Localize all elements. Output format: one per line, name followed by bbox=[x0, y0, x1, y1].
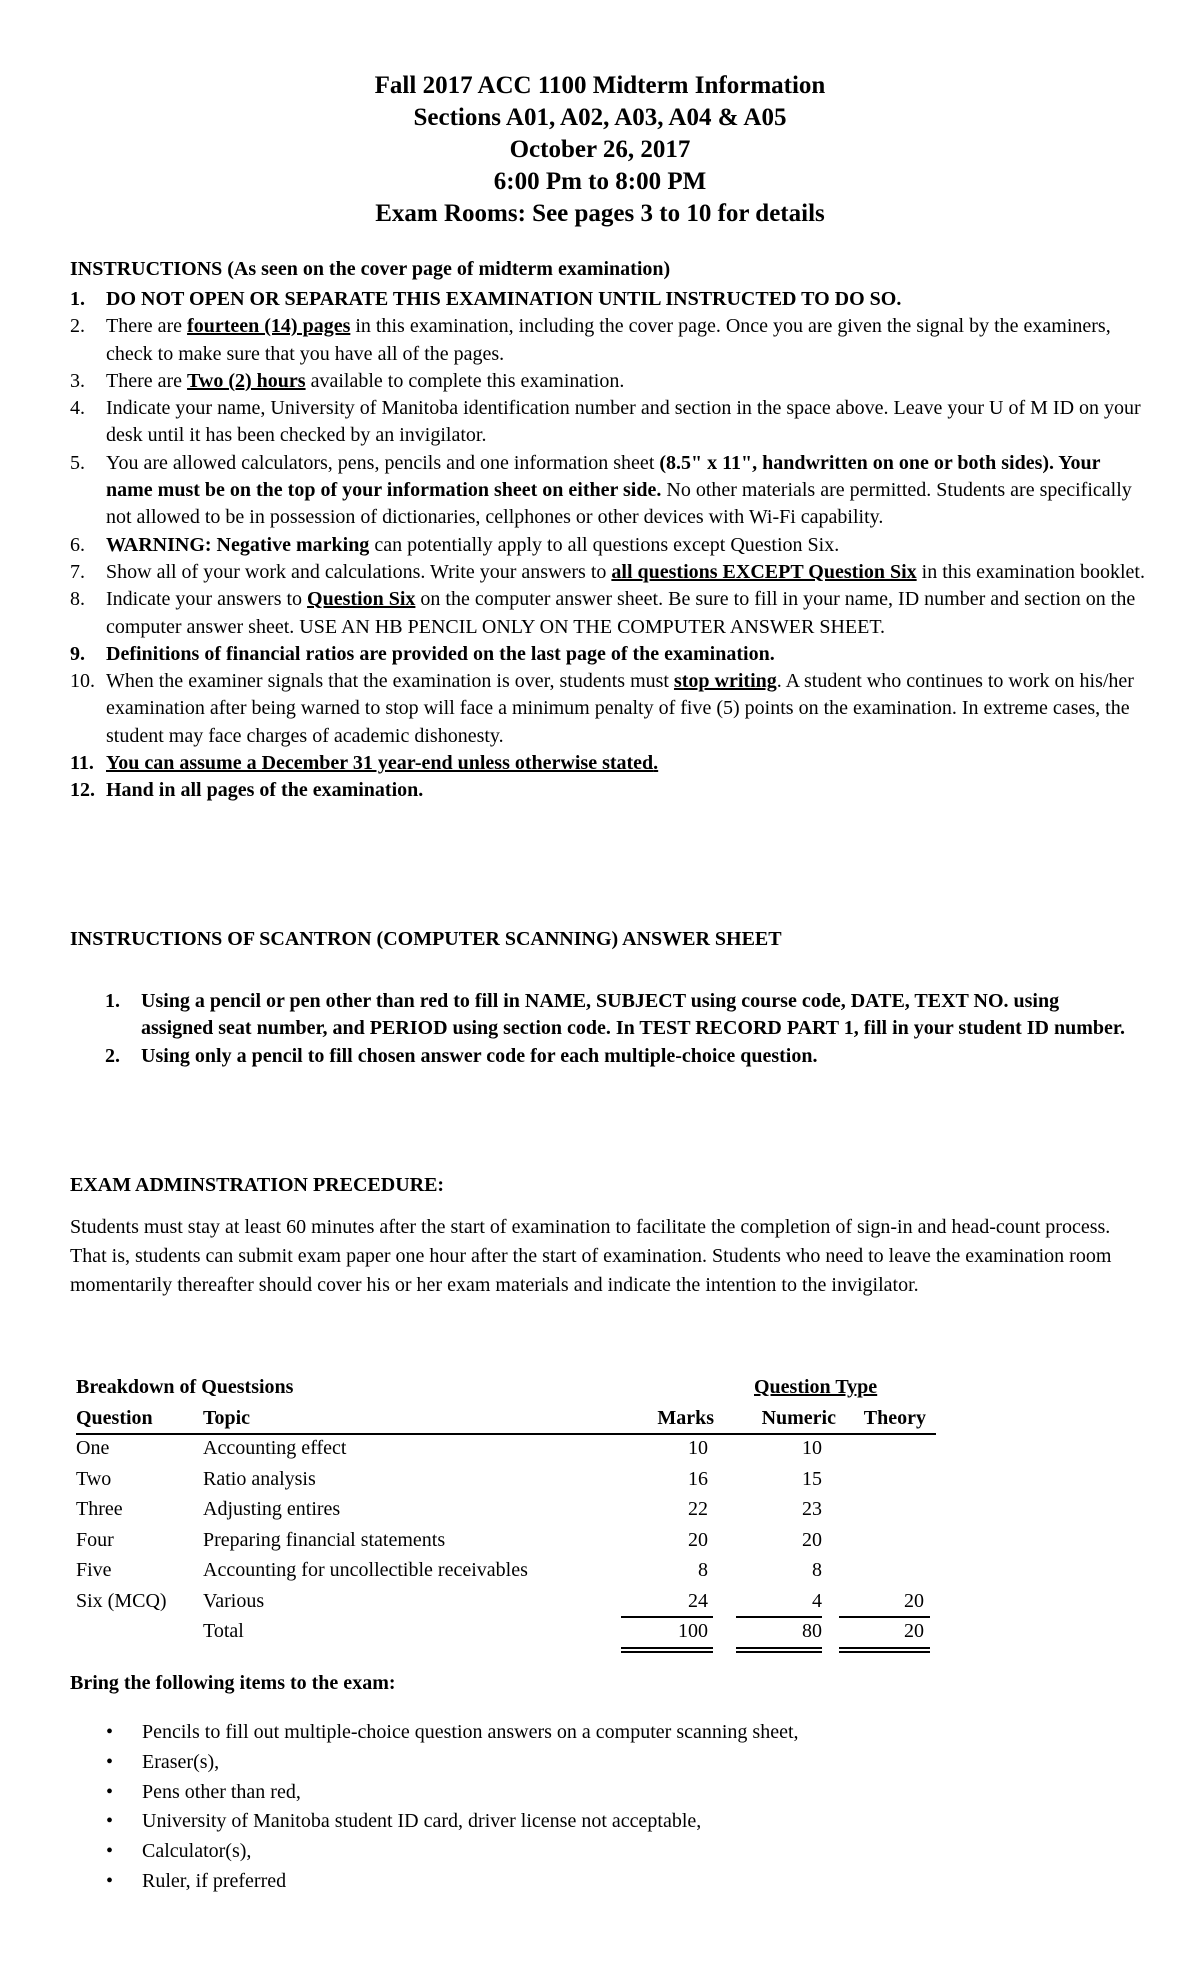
bullet-icon: • bbox=[106, 1750, 114, 1773]
instruction-item: 5. You are allowed calculators, pens, pencils and one information sheet (8.5" x 11", handwritten on one or both sides). Your name must be on the top of your information sheet on either side. No other materials are permitted. Students are specifically not allowed to be in possession of dictionaries, cellphones or other devices with Wi-Fi capability. bbox=[70, 451, 1132, 529]
scantron-list bbox=[105, 988, 1135, 1070]
instruction-item: 9. Definitions of financial ratios are provided on the last page of the examination. bbox=[70, 642, 775, 665]
table-row: Two Ratio analysis 16 15 bbox=[76, 1467, 822, 1490]
header-sections: Sections A01, A02, A03, A04 & A05 bbox=[413, 104, 787, 131]
header-time: 6:00 Pm to 8:00 PM bbox=[493, 168, 707, 195]
bullet-icon: • bbox=[106, 1721, 114, 1743]
list-item: • Eraser(s), bbox=[106, 1748, 1106, 1778]
instructions-list bbox=[70, 286, 1145, 805]
list-item: • University of Manitoba student ID card, driver license not acceptable, bbox=[106, 1807, 1106, 1837]
table-header-row bbox=[76, 1403, 936, 1434]
double-rule-theory-2 bbox=[839, 1651, 930, 1653]
table-row: Six (MCQ) Various 24 4 20 bbox=[76, 1589, 924, 1612]
bullet-icon: • bbox=[106, 1780, 114, 1803]
list-item: • Pens other than red, bbox=[106, 1778, 1106, 1808]
instruction-item: 12. Hand in all pages of the examination. bbox=[70, 779, 424, 802]
bring-items-list bbox=[106, 1718, 1106, 1897]
instruction-item: 7. Show all of your work and calculations. Write your answers to all questions EXCEPT Question Six in this examination booklet. bbox=[70, 560, 1145, 583]
bring-items-heading: Bring the following items to the exam: bbox=[70, 1672, 396, 1694]
page-header bbox=[0, 70, 1200, 230]
double-rule-marks-1 bbox=[621, 1647, 713, 1649]
table-row: One Accounting effect 10 10 bbox=[76, 1437, 822, 1459]
table-row: Four Preparing financial statements 20 20 bbox=[76, 1528, 822, 1551]
scantron-heading: INSTRUCTIONS OF SCANTRON (COMPUTER SCANNING) ANSWER SHEET bbox=[70, 928, 782, 950]
instruction-item: 4. Indicate your name, University of Manitoba identification number and section in the space above. Leave your U of M ID on your desk until it has been checked by an invigilator. bbox=[70, 397, 1141, 447]
list-item: • Ruler, if preferred bbox=[106, 1867, 1106, 1897]
instruction-item: 8. Indicate your answers to Question Six on the computer answer sheet. Be sure to fill in your name, ID number and section on the computer answer sheet. USE AN HB PENCIL ONLY ON THE COMPUTER ANSWER SHEET. bbox=[70, 588, 1136, 638]
instruction-item: 10. When the examiner signals that the examination is over, students must stop writing. A student who continues to work on his/her examination after being warned to stop will face a minimum penalty of five (5) points on the examination. In extreme cases, the student may face charges of academic dishonesty. bbox=[70, 670, 1134, 747]
header-rooms: Exam Rooms: See pages 3 to 10 for details bbox=[375, 200, 825, 227]
header-date: October 26, 2017 bbox=[509, 136, 691, 163]
instruction-item: 6. WARNING: Negative marking can potentially apply to all questions except Question Six. bbox=[70, 533, 840, 556]
table-total-row: Total 100 80 20 bbox=[203, 1620, 924, 1642]
scantron-item: 2. Using only a pencil to fill chosen answer code for each multiple-choice question. bbox=[105, 1044, 818, 1067]
bullet-icon: • bbox=[106, 1869, 114, 1892]
double-rule-theory-1 bbox=[839, 1647, 930, 1649]
table-row: Three Adjusting entires 22 23 bbox=[76, 1498, 822, 1520]
instruction-item: 1. DO NOT OPEN OR SEPARATE THIS EXAMINATION UNTIL INSTRUCTED TO DO SO. bbox=[70, 288, 902, 310]
table-title: Breakdown of Questsions bbox=[76, 1376, 294, 1398]
table-row: Five Accounting for uncollectible receivables 8 8 bbox=[76, 1559, 822, 1581]
double-rule-numeric-1 bbox=[736, 1647, 822, 1649]
bullet-icon: • bbox=[106, 1840, 114, 1863]
header-title: Fall 2017 ACC 1100 Midterm Information bbox=[374, 72, 826, 99]
instruction-item: 2. There are fourteen (14) pages in this examination, including the cover page. Once you are given the signal by the examiners, check to make sure that you have all of the pages. bbox=[70, 315, 1111, 365]
col-question: Question bbox=[76, 1406, 153, 1429]
instruction-item: 11. You can assume a December 31 year-end unless otherwise stated. bbox=[70, 752, 659, 775]
col-theory: Theory bbox=[863, 1406, 926, 1429]
instructions-heading: INSTRUCTIONS (As seen on the cover page of midterm examination) bbox=[70, 258, 671, 280]
double-rule-marks-2 bbox=[621, 1651, 713, 1653]
procedure-paragraph: Students must stay at least 60 minutes after the start of examination to facilitate the completion of sign-in and head-count process. That is, students can submit exam paper one hour after the start of examination. Students who need to leave the examination room momentarily thereafter should cover his or her exam materials and indicate the intention to the invigilator. bbox=[70, 1216, 1112, 1296]
procedure-heading: EXAM ADMINSTRATION PRECEDURE: bbox=[70, 1174, 445, 1196]
table-title-row bbox=[76, 1372, 936, 1403]
col-topic: Topic bbox=[203, 1406, 251, 1429]
col-numeric: Numeric bbox=[761, 1406, 836, 1429]
double-rule-numeric-2 bbox=[736, 1651, 822, 1653]
bullet-icon: • bbox=[106, 1810, 114, 1833]
list-item: • Pencils to fill out multiple-choice question answers on a computer scanning sheet, bbox=[106, 1718, 1106, 1748]
instruction-item: 3. There are Two (2) hours available to complete this examination. bbox=[70, 369, 625, 392]
question-type-header: Question Type bbox=[754, 1376, 878, 1398]
scantron-item: 1. Using a pencil or pen other than red to fill in NAME, SUBJECT using course code, DATE, TEXT NO. using assigned seat number, and PERIOD using section code. In TEST RECORD PART 1, fill in your student ID number. bbox=[105, 990, 1125, 1040]
col-marks: Marks bbox=[657, 1406, 714, 1429]
question-breakdown-table bbox=[76, 1372, 936, 1647]
list-item: • Calculator(s), bbox=[106, 1837, 1106, 1867]
